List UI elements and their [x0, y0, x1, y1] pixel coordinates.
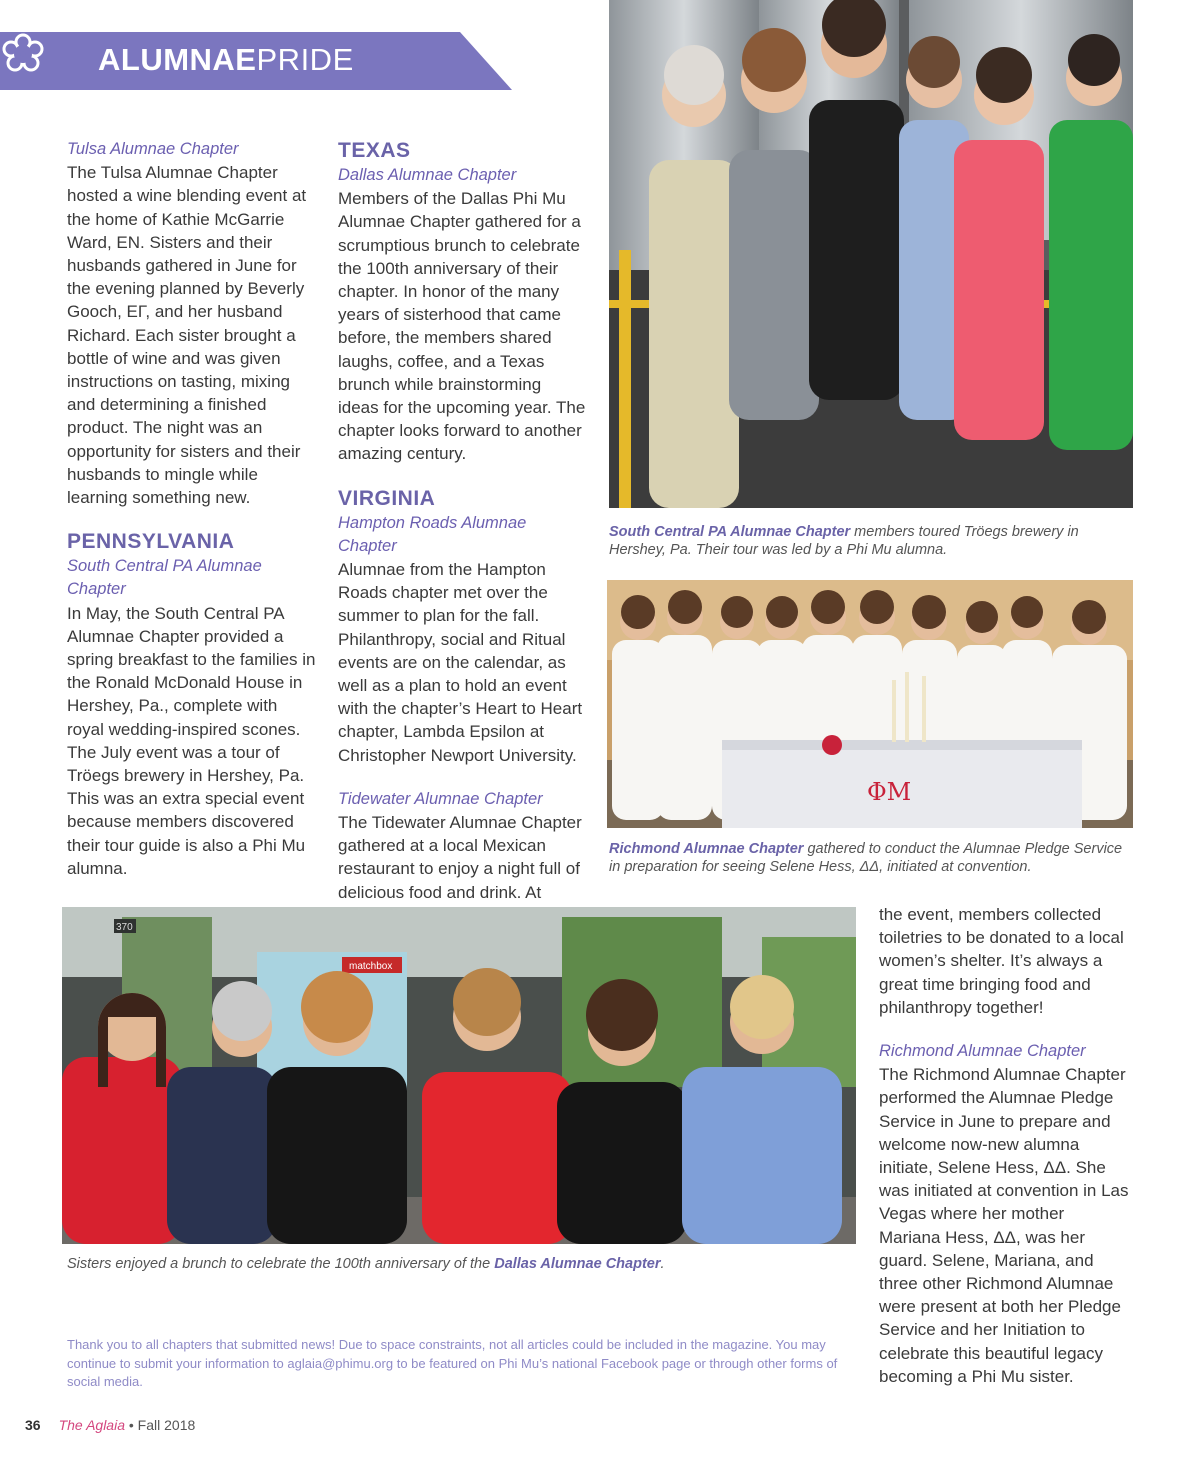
restaurant-sign-text: matchbox — [349, 961, 393, 972]
column-right — [879, 903, 1129, 1388]
subheading-richmond: Richmond Alumnae Chapter — [879, 1042, 1086, 1061]
subheading-tulsa: Tulsa Alumnae Chapter — [67, 140, 239, 158]
caption-dallas: Sisters enjoyed a brunch to celebrate the 100th anniversary of the Dallas Alumnae Chapter. — [67, 1256, 665, 1272]
article-tidewater: The Tidewater Alumnae Chapter gathered at a local Mexican restaurant to enjoy a night full of delicious food and drink. At — [338, 813, 582, 902]
page-footer — [25, 1417, 195, 1433]
article-hampton-roads: Alumnae from the Hampton Roads chapter met over the summer to plan for the fall. Philanthropy, social and Ritual events are on the calendar, as well as a plan to hold an event with the chapter’s Heart to Heart chapter, Lambda Epsilon at Christopher Newport University. — [338, 560, 583, 765]
article-tulsa: The Tulsa Alumnae Chapter hosted a wine blending event at the home of Kathie McGarrie Ward, EN. Sisters and their husbands gathered in June for the evening planned by Beverly Gooch, EΓ, and her husband Richard. Each sister brought a bottle of wine and was given instructions on tasting, mixing and determining a finished product. The night was an opportunity for sisters and their husbands to mingle while learning something new. — [67, 163, 307, 508]
article-tidewater-continued: the event, members collected toiletries to be donated to a local women’s shelter. It’s always a great time bringing food and philanthropy together! — [879, 905, 1124, 1017]
article-dallas: Members of the Dallas Phi Mu Alumnae Chapter gathered for a scrumptious brunch to celebrate the 100th anniversary of their chapter. In honor of the many years of sisterhood that came before, the members shared laughs, coffee, and a Texas brunch while brainstorming ideas for the upcoming year. The chapter looks forward to another amazing century. — [338, 189, 586, 464]
state-heading-pennsylvania: PENNSYLVANIA — [67, 530, 235, 554]
magazine-name: The Aglaia — [58, 1417, 125, 1433]
subheading-south-central-pa: South Central PA Alumnae Chapter — [67, 557, 262, 599]
photo-richmond-pledge-service — [607, 580, 1133, 828]
photo-dallas-brunch — [62, 907, 856, 1244]
lotus-flower-icon — [0, 32, 46, 78]
building-number: 370 — [116, 922, 133, 933]
state-heading-texas: TEXAS — [338, 139, 411, 162]
section-banner — [0, 32, 512, 90]
submission-note: Thank you to all chapters that submitted news! Due to space constraints, not all articles could be included in the magazine. You may continue to submit your information to aglaia@phimu.org to be featured on Phi Mu’s national Facebook page or through other forms of social media. — [67, 1337, 838, 1389]
article-richmond: The Richmond Alumnae Chapter performed the Alumnae Pledge Service in June to prepare and welcome now-new alumna initiate, Selene Hess, ΔΔ. She was initiated at convention in Las Vegas where her mother Mariana Hess, ΔΔ, was her guard. Selene, Mariana, and three other Richmond Alumnae were present at both her Pledge Service and her Initiation to celebrate this beautiful legacy becoming a Phi Mu sister. — [879, 1065, 1129, 1386]
column-middle — [338, 138, 586, 904]
column-left — [67, 138, 317, 880]
subheading-dallas: Dallas Alumnae Chapter — [338, 166, 517, 184]
subheading-tidewater: Tidewater Alumnae Chapter — [338, 789, 543, 808]
state-heading-virginia: VIRGINIA — [338, 486, 436, 510]
page-title: ALUMNAEPRIDE — [98, 42, 354, 77]
issue-label: • Fall 2018 — [125, 1417, 196, 1433]
table-cloth-letters: ΦΜ — [867, 778, 912, 806]
page-number: 36 — [25, 1417, 41, 1433]
subheading-hampton-roads: Hampton Roads Alumnae Chapter — [338, 513, 527, 555]
caption-richmond: Richmond Alumnae Chapter gathered to conduct the Alumnae Pledge Service in preparation for seeing Selene Hess, ΔΔ, initiated at convention. — [609, 841, 1123, 875]
caption-brewery: South Central PA Alumnae Chapter members toured Tröegs brewery in Hershey, Pa. Their tour was led by a Phi Mu alumna. — [609, 524, 1079, 558]
article-south-central-pa: In May, the South Central PA Alumnae Chapter provided a spring breakfast to the families in the Ronald McDonald House in Hershey, Pa., complete with royal wedding-inspired scones. The July event was a tour of Tröegs brewery in Hershey, Pa. This was an extra special event because members discovered their tour guide is also a Phi Mu alumna. — [67, 603, 316, 878]
photo-brewery-tour — [609, 0, 1133, 508]
